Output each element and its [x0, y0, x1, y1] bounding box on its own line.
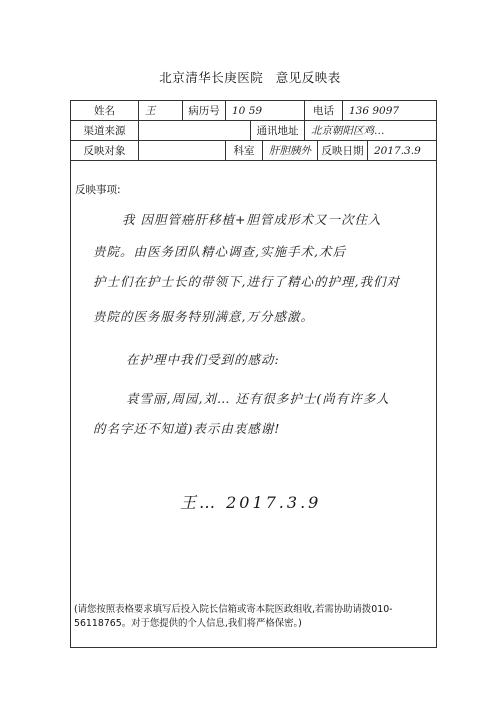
- channel-value: [139, 121, 251, 140]
- date-label: 反映日期: [318, 141, 368, 160]
- target-value: [139, 141, 226, 160]
- date-value: 2017.3.9: [374, 145, 421, 157]
- name-label: 姓名: [71, 101, 139, 120]
- form-row-2: [71, 121, 436, 141]
- content-line-3: 护士们在护士长的带领下,进行了精心的护理,我们对: [93, 274, 400, 289]
- channel-label: 渠道来源: [71, 121, 139, 140]
- phone-value: 136 9097: [349, 105, 400, 117]
- content-line-4: 贵院的医务服务特别满意,万分感激。: [93, 309, 314, 324]
- feedback-form: [70, 100, 437, 648]
- dept-label: 科室: [226, 141, 263, 160]
- address-label: 通讯地址: [251, 121, 305, 140]
- target-label: 反映对象: [71, 141, 139, 160]
- content-line-5: 在护理中我们受到的感动:: [126, 352, 280, 367]
- form-row-3: [71, 141, 436, 161]
- address-value: 北京朝阳区鸡…: [311, 125, 385, 137]
- dept-value: 肝胆胰外: [263, 141, 318, 160]
- content-line-7: 的名字还不知道)表示由衷感谢!: [93, 421, 281, 436]
- hospital-name: 北京清华长庚医院: [159, 70, 264, 85]
- form-row-1: [71, 101, 436, 121]
- signature: 王… 2017.3.9: [180, 493, 322, 512]
- name-value: 王: [139, 101, 183, 120]
- record-label: 病历号: [183, 101, 226, 120]
- form-title: [0, 68, 500, 86]
- content-line-6: 袁雪丽,周园,刘… 还有很多护士(尚有许多人: [126, 391, 390, 406]
- content-label: 反映事项:: [75, 184, 121, 196]
- footnote: (请您按照表格要求填写后投入院长信箱或寄本院医政组收,若需协助请拨010-56118765。对于您提供的个人信息,我们将严格保密。): [74, 604, 393, 629]
- form-name: 意见反映表: [275, 70, 341, 85]
- content-line-1: 我 因胆管癌肝移植+胆管成形术又一次住入: [122, 212, 382, 227]
- content-line-2: 贵院。由医务团队精心调查,实施手术,术后: [93, 244, 346, 259]
- phone-label: 电话: [305, 101, 343, 120]
- record-value: 10 59: [226, 101, 305, 120]
